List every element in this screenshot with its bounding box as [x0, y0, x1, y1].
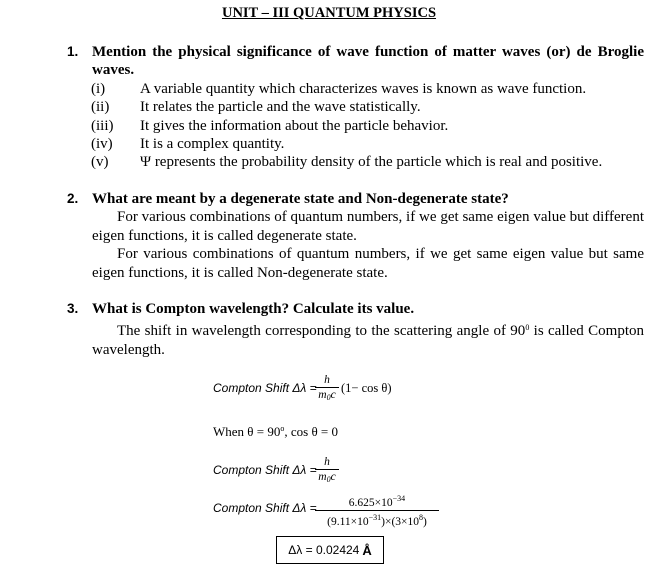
- answer-box: [276, 536, 384, 564]
- question-number: 3.: [67, 301, 79, 316]
- answer-paragraph: For various combinations of quantum numbers, if we get same eigen value but same eigen functions, it is called Non-degenerate state.: [92, 246, 644, 281]
- condition-text: When θ = 90: [213, 424, 281, 439]
- fraction-numerator: [315, 492, 439, 510]
- list-item: It relates the particle and the wave statistically.: [140, 99, 421, 115]
- numerator-text: 6.625×10: [348, 497, 393, 509]
- answer-paragraph: [92, 319, 644, 359]
- exponent: 8: [419, 513, 424, 522]
- exponent: −34: [392, 494, 406, 503]
- denominator-text: )×(3×10: [381, 516, 420, 528]
- page-title: UNIT – III QUANTUM PHYSICS: [221, 5, 437, 21]
- fraction-denominator: [315, 511, 439, 529]
- fraction: [315, 455, 339, 487]
- question-text: Mention the physical significance of wave function of matter waves (or) de Broglie waves.: [92, 44, 644, 78]
- paragraph-text: is called Compton wavelength.: [92, 323, 644, 358]
- degree-superscript: o: [280, 424, 285, 433]
- light-speed-symbol: c: [330, 471, 336, 483]
- fraction: [315, 492, 439, 529]
- mass-symbol: m: [318, 471, 327, 483]
- list-item: It is a complex quantity.: [140, 136, 285, 152]
- question-number: 2.: [67, 191, 79, 206]
- question-text: What are meant by a degenerate state and Non-degenerate state?: [92, 191, 509, 207]
- list-item: Ψ represents the probability density of the particle which is real and positive.: [140, 154, 603, 170]
- fraction-denominator: [315, 470, 339, 487]
- list-item: A variable quantity which characterizes waves is known as wave function.: [140, 81, 587, 97]
- formula-label: Compton Shift Δλ =: [213, 501, 317, 515]
- question-text: What is Compton wavelength? Calculate its value.: [92, 301, 415, 317]
- denominator-text: (9.11×10: [327, 516, 369, 528]
- question-number: 1.: [67, 44, 79, 59]
- fraction-denominator: [315, 388, 339, 405]
- answer-paragraph: For various combinations of quantum numbers, if we get same eigen value but different eigen functions, it is called degenerate state.: [92, 209, 644, 244]
- list-item-number: (iii): [91, 118, 114, 134]
- subscript: 0: [326, 393, 331, 402]
- exponent: −31: [368, 513, 382, 522]
- list-item-number: (i): [91, 81, 106, 97]
- denominator-text: ): [423, 516, 427, 528]
- list-item-number: (v): [91, 154, 109, 170]
- list-item: It gives the information about the particle behavior.: [140, 118, 449, 134]
- formula-label: Compton Shift Δλ =: [213, 381, 317, 395]
- formula-tail: (1− cos θ): [341, 381, 392, 395]
- list-item-number: (iv): [91, 136, 113, 152]
- angstrom-unit: Å: [362, 542, 372, 558]
- fraction: [315, 373, 339, 405]
- answer-value: Δλ = 0.02424: [288, 543, 360, 557]
- condition-text: , cos θ = 0: [284, 424, 338, 439]
- paragraph-text: The shift in wavelength corresponding to the scattering angle of 90: [117, 323, 526, 339]
- fraction-numerator: h: [324, 456, 330, 468]
- fraction-numerator: h: [324, 374, 330, 386]
- degree-superscript: 0: [525, 323, 530, 332]
- mass-symbol: m: [318, 389, 327, 401]
- subscript: 0: [326, 475, 331, 484]
- formula-label: Compton Shift Δλ =: [213, 463, 317, 477]
- light-speed-symbol: c: [330, 389, 336, 401]
- list-item-number: (ii): [91, 99, 110, 115]
- condition-line: [213, 424, 338, 440]
